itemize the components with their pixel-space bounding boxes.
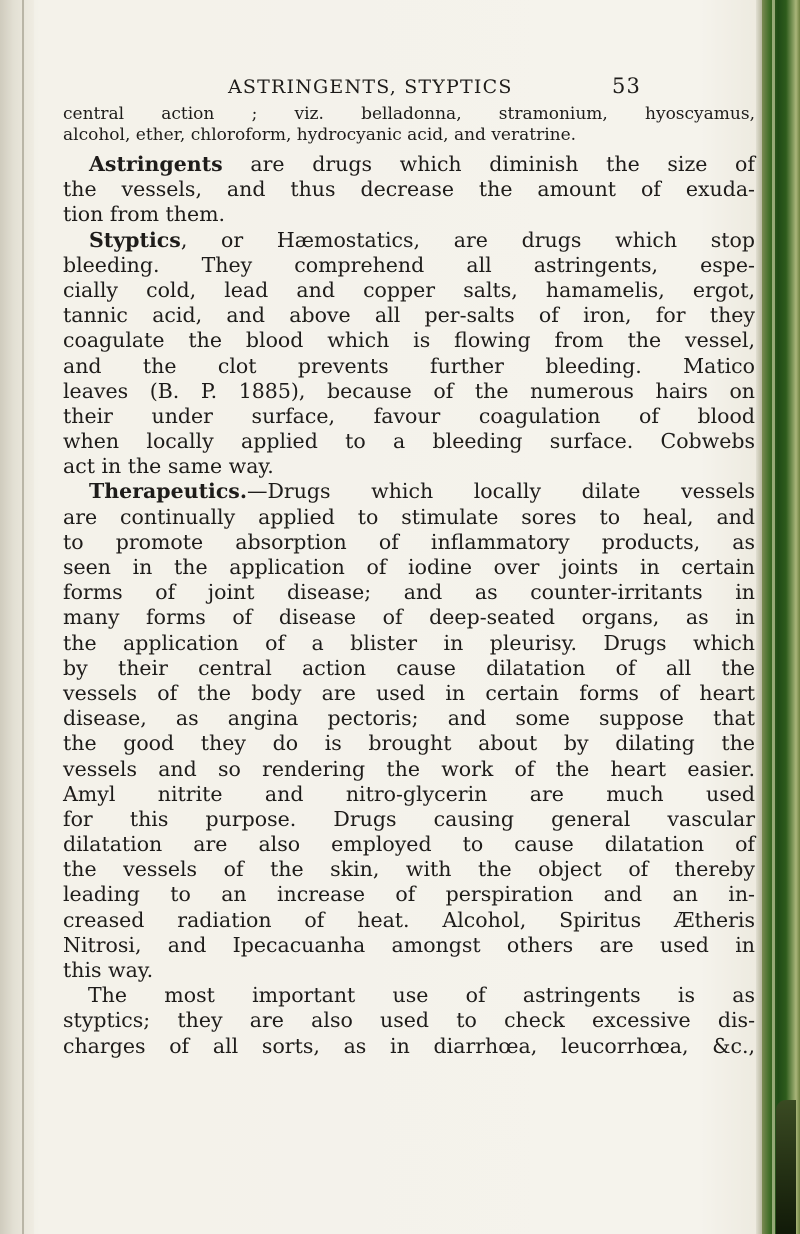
term-astringents: Astringents [89, 152, 223, 176]
text-line: forms of joint disease; and as counter-irritants in [63, 580, 755, 605]
body-text [63, 104, 755, 1059]
text-line: seen in the application of iodine over joints in certain [63, 555, 755, 579]
text-line: leaves (B. P. 1885), because of the numerous hairs on [63, 378, 755, 403]
text-line: vessels of the body are used in certain forms of heart [63, 680, 755, 705]
text-line: cially cold, lead and copper salts, hamamelis, ergot, [63, 277, 755, 302]
text-line: The most important use of astringents is as [88, 983, 755, 1008]
text-line: the application of a blister in pleurisy. Drugs which [63, 630, 755, 655]
running-title: ASTRINGENTS, STYPTICS [228, 76, 513, 98]
term-styptics: Styptics [89, 227, 181, 252]
text-line: alcohol, ether, chloroform, hydrocyanic acid, and veratrine. [63, 125, 577, 145]
paragraph-therapeutics-first-line: Therapeutics.—Drugs which locally dilate vessels [89, 479, 755, 504]
text-line: when locally applied to a bleeding surface. Cobwebs [63, 429, 755, 454]
paragraph-styptics-first-line: Styptics, or Hæmostatics, are drugs which stop [89, 227, 755, 252]
text-line: coagulate the blood which is flowing from the vessel, [63, 328, 755, 353]
text-line: vessels and so rendering the work of the heart easier. [63, 756, 755, 781]
text-line: tion from them. [63, 202, 226, 227]
text-line: to promote absorption of inflammatory products, as [63, 529, 755, 554]
text-line: bleeding. They comprehend all astringents, espe- [63, 252, 755, 277]
page-number: 53 [612, 74, 642, 98]
text-line: act in the same way. [63, 454, 274, 479]
text-line: Nitrosi, and Ipecacuanha amongst others are used in [63, 932, 755, 957]
text-line: styptics; they are also used to check excessive dis- [63, 1008, 755, 1033]
text-line: for this purpose. Drugs causing general vascular [63, 806, 755, 831]
margin-rule [22, 0, 24, 1234]
text-line: and the clot prevents further bleeding. Matico [63, 353, 755, 378]
text-line: tannic acid, and above all per-salts of iron, for they [63, 303, 755, 328]
text-line: the good they do is brought about by dilating the [63, 731, 755, 756]
text-line: creased radiation of heat. Alcohol, Spiritus Ætheris [63, 907, 755, 932]
text-line: this way. [63, 958, 154, 982]
cover-corner [776, 1100, 796, 1234]
running-header [228, 74, 648, 102]
text-line: disease, as angina pectoris; and some suppose that [63, 706, 755, 731]
text-line: many forms of disease of deep-seated organs, as in [63, 605, 755, 630]
text-line: the vessels, and thus decrease the amount of exuda- [63, 177, 755, 202]
book-cover-edge [762, 0, 800, 1234]
paragraph-astringents-first-line: Astringents are drugs which diminish the size of [89, 152, 755, 176]
text-line: their under surface, favour coagulation of blood [63, 403, 755, 428]
text-line: leading to an increase of perspiration and an in- [63, 882, 755, 907]
text-line: central action ; viz. belladonna, stramonium, hyoscyamus, [63, 104, 755, 124]
text-line: charges of all sorts, as in diarrhœa, leucorrhœa, &c., [63, 1033, 755, 1058]
text-line: dilatation are also employed to cause dilatation of [63, 832, 755, 857]
text-line: the vessels of the skin, with the object of thereby [63, 857, 755, 882]
text-line: by their central action cause dilatation of all the [63, 655, 755, 680]
term-therapeutics: Therapeutics. [89, 479, 247, 504]
text-line: are continually applied to stimulate sores to heal, and [63, 504, 755, 529]
text-line: Amyl nitrite and nitro-glycerin are much used [63, 781, 755, 806]
left-page-edge [0, 0, 34, 1234]
